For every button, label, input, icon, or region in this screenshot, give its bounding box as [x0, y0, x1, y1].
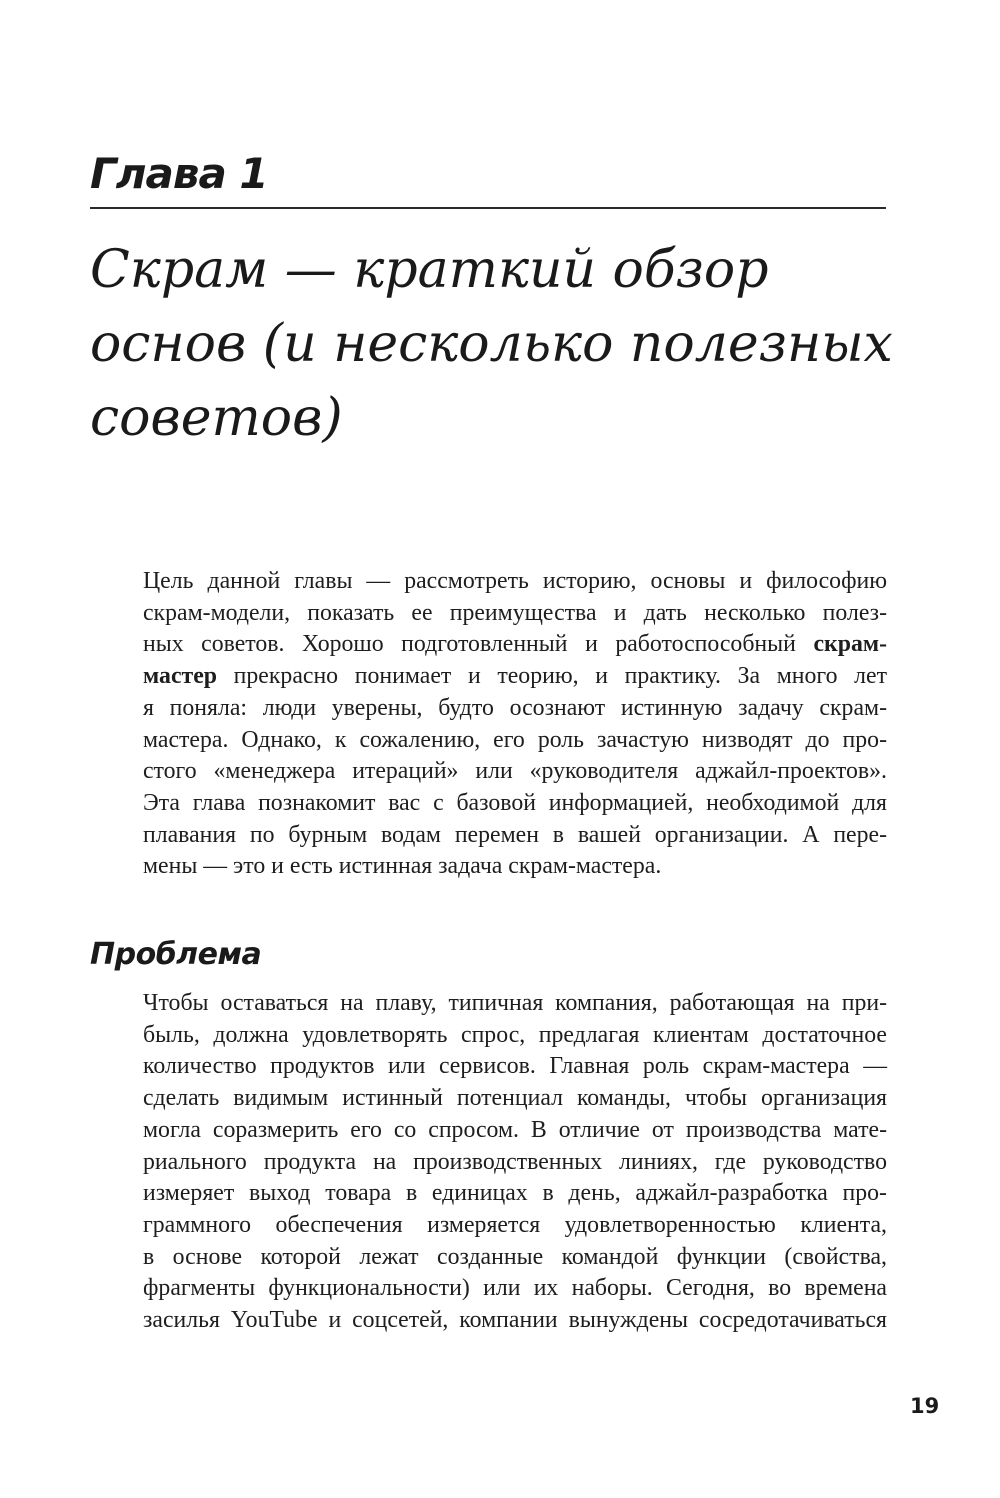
paragraph-line: Чтобы оставаться на плаву, типичная компания, работающая на при- [143, 990, 887, 1016]
paragraph-line: количество продуктов или сервисов. Главная роль скрам-мастера — [143, 1053, 887, 1080]
paragraph-line: быль, должна удовлетворять спрос, предлагая клиентам достаточное [143, 1021, 887, 1048]
term-scrum-master: мастер [143, 663, 217, 690]
paragraph-text: ных советов. Хорошо подготовленный и работоспособный [143, 631, 796, 658]
paragraph-line: фрагменты функциональности) или их наборы. Сегодня, во времена [143, 1275, 887, 1302]
chapter-divider [90, 207, 886, 209]
paragraph-line: могла соразмерить его со спросом. В отличие от производства мате- [143, 1116, 887, 1143]
section-paragraph [143, 988, 887, 1337]
paragraph-line: засилья YouTube и соцсетей, компании вынуждены сосредотачиваться [143, 1307, 887, 1334]
paragraph-line: измеряет выход товара в единицах в день, аджайл-разработка про- [143, 1180, 887, 1207]
paragraph-line: я поняла: люди уверены, будто осознают истинную задачу скрам- [143, 694, 887, 721]
paragraph-line: Эта глава познакомит вас с базовой информацией, необходимой для [143, 789, 887, 816]
paragraph-line: мастера. Однако, к сожалению, его роль зачастую низводят до про- [143, 726, 887, 753]
chapter-title-line: основ (и несколько полезных [90, 314, 893, 374]
paragraph-line: скрам-модели, показать ее преимущества и дать несколько полез- [143, 599, 887, 626]
paragraph-line: стого «менеджера итераций» или «руководителя аджайл-проектов». [143, 758, 887, 785]
section-heading: Проблема [90, 937, 262, 972]
chapter-title [90, 233, 893, 455]
paragraph-line: плавания по бурным водам перемен в вашей организации. А пере- [143, 821, 887, 848]
paragraph-line [143, 629, 887, 661]
paragraph-line [143, 661, 887, 693]
paragraph-line: мены — это и есть истинная задача скрам-мастера. [143, 853, 662, 880]
chapter-title-line: Скрам — краткий обзор [90, 240, 769, 300]
paragraph-line: Цель данной главы — рассмотреть историю, основы и философию [143, 568, 887, 594]
paragraph-line: граммного обеспечения измеряется удовлетворенностью клиента, [143, 1211, 887, 1238]
chapter-label: Глава 1 [90, 149, 268, 198]
paragraph-line: в основе которой лежат созданные командой функции (свойства, [143, 1243, 887, 1270]
chapter-title-line: советов) [90, 388, 343, 448]
page-number: 19 [910, 1394, 940, 1418]
paragraph-line: сделать видимым истинный потенциал команды, чтобы организация [143, 1085, 887, 1112]
intro-paragraph [143, 566, 887, 883]
paragraph-text: прекрасно понимает и теорию, и практику. За много лет [233, 663, 887, 690]
paragraph-line: риального продукта на производственных линиях, где руководство [143, 1148, 887, 1175]
term-scrum-master: скрам- [813, 631, 888, 658]
